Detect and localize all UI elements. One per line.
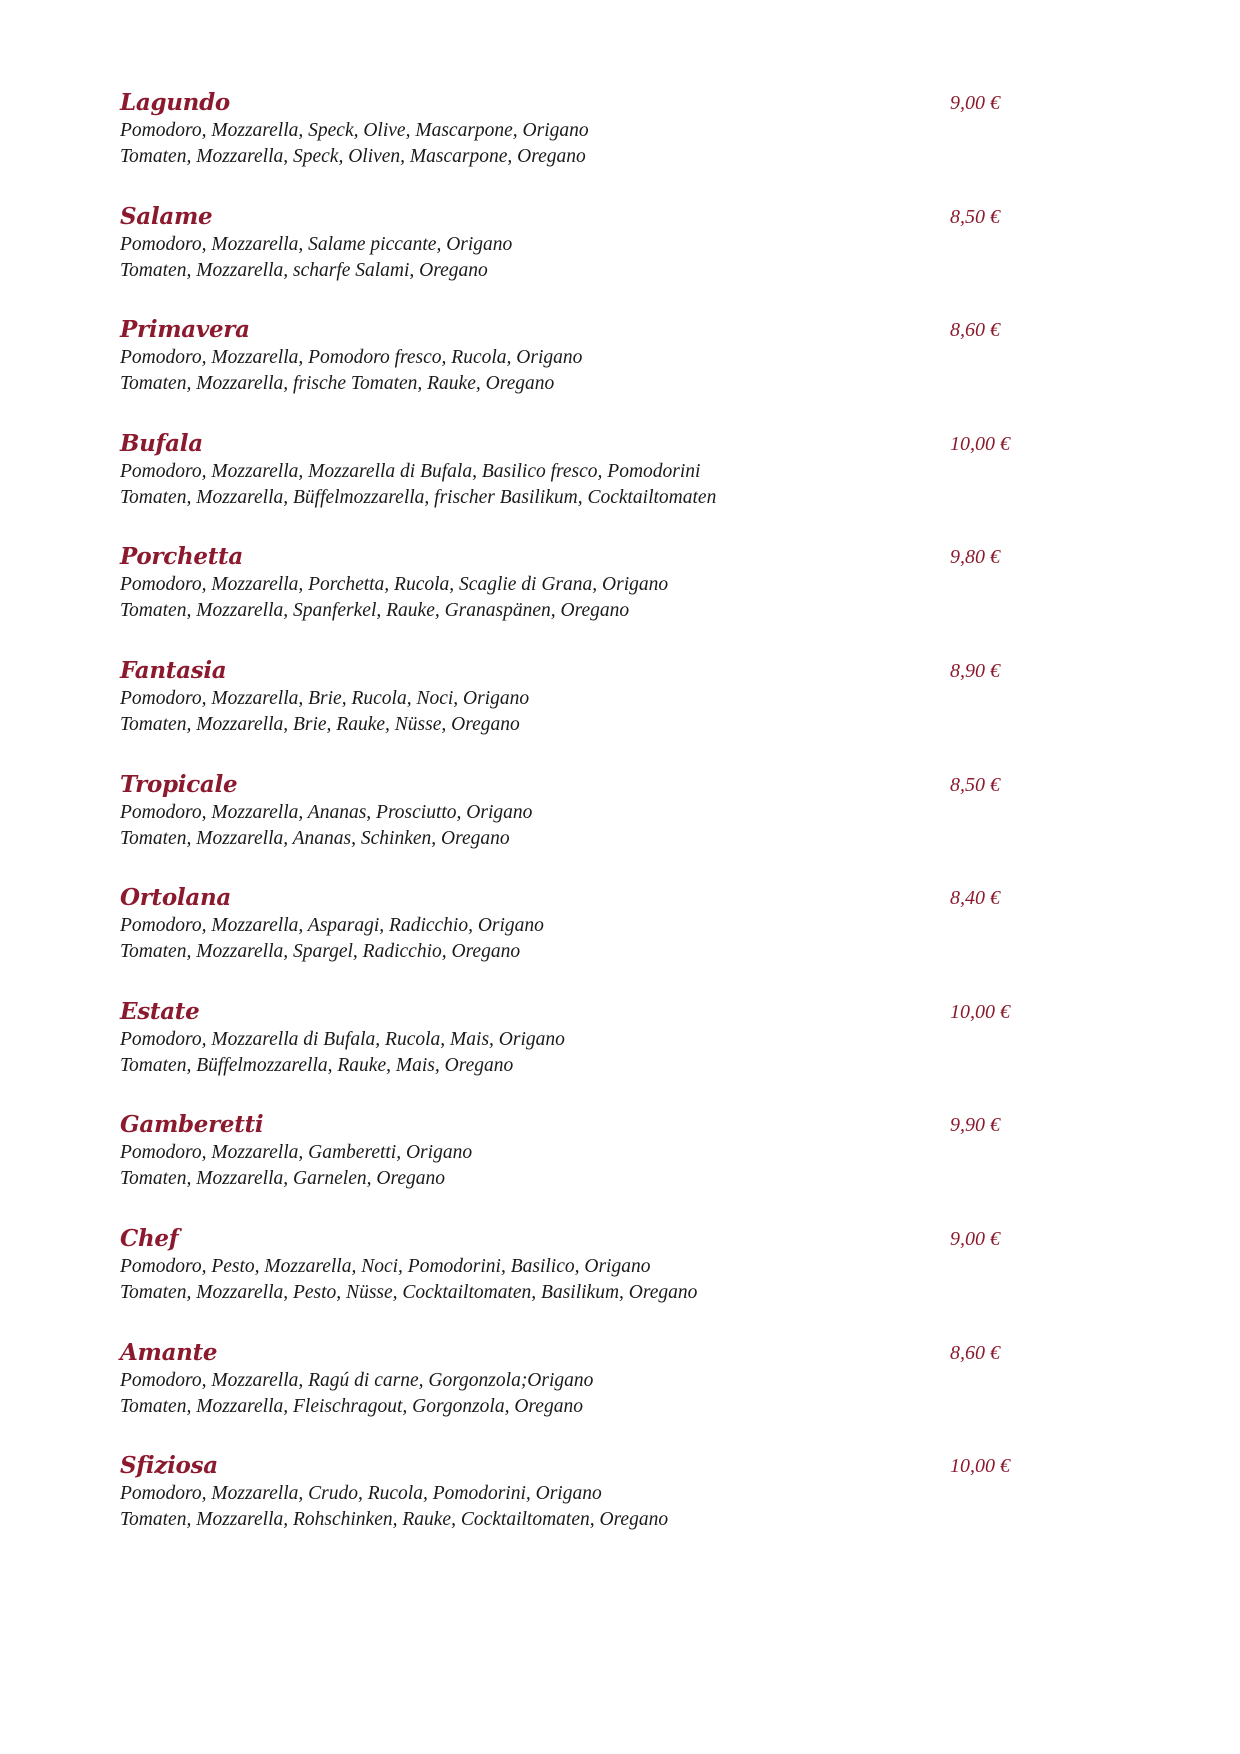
menu-item (120, 656, 1080, 770)
item-name: Salame (120, 202, 213, 230)
item-price: 9,00 € (950, 1227, 1000, 1250)
menu-item (120, 88, 1080, 202)
menu-item (120, 315, 1080, 429)
item-name: Lagundo (120, 89, 230, 116)
item-ingredients-german: Tomaten, Mozzarella, Büffelmozzarella, frischer Basilikum, Cocktailtomaten (120, 486, 717, 508)
item-price: 8,50 € (950, 205, 1000, 228)
item-price: 10,00 € (950, 432, 1010, 455)
item-name: Amante (120, 1338, 218, 1366)
item-name: Tropicale (120, 770, 238, 798)
item-ingredients-italian: Pomodoro, Mozzarella, Crudo, Rucola, Pomodorini, Origano (120, 1483, 602, 1505)
item-ingredients-german: Tomaten, Büffelmozzarella, Rauke, Mais, Oregano (120, 1054, 514, 1076)
item-name: Fantasia (120, 656, 227, 684)
item-name: Sfiziosa (120, 1452, 218, 1480)
menu-item (120, 1224, 1080, 1338)
item-price: 8,40 € (950, 887, 1000, 910)
menu-item (120, 1451, 1080, 1565)
item-ingredients-italian: Pomodoro, Mozzarella, Pomodoro fresco, Rucola, Origano (120, 347, 583, 369)
item-ingredients-german: Tomaten, Mozzarella, Garnelen, Oregano (120, 1168, 445, 1190)
menu-item (120, 997, 1080, 1111)
item-price: 10,00 € (950, 1455, 1010, 1478)
item-ingredients-italian: Pomodoro, Mozzarella, Mozzarella di Bufala, Basilico fresco, Pomodorini (120, 460, 701, 482)
item-name: Porchetta (120, 543, 243, 571)
item-ingredients-italian: Pomodoro, Mozzarella, Brie, Rucola, Noci, Origano (120, 687, 530, 709)
item-name: Bufala (120, 429, 203, 457)
item-price: 8,60 € (950, 1341, 1000, 1364)
item-price: 8,50 € (950, 773, 1000, 796)
item-ingredients-german: Tomaten, Mozzarella, Fleischragout, Gorgonzola, Oregano (120, 1395, 583, 1417)
menu-item (120, 1110, 1080, 1224)
item-ingredients-italian: Pomodoro, Mozzarella, Ananas, Prosciutto, Origano (120, 801, 533, 823)
item-name: Chef (120, 1224, 179, 1252)
menu-item (120, 1338, 1080, 1452)
item-ingredients-german: Tomaten, Mozzarella, frische Tomaten, Rauke, Oregano (120, 373, 555, 395)
item-name: Gamberetti (120, 1111, 264, 1139)
item-price: 8,60 € (950, 319, 1000, 342)
item-price: 10,00 € (950, 1000, 1010, 1023)
item-price: 9,00 € (950, 92, 1000, 114)
item-ingredients-german: Tomaten, Mozzarella, Rohschinken, Rauke, Cocktailtomaten, Oregano (120, 1509, 669, 1531)
item-ingredients-italian: Pomodoro, Pesto, Mozzarella, Noci, Pomodorini, Basilico, Origano (120, 1255, 651, 1277)
item-ingredients-german: Tomaten, Mozzarella, Spargel, Radicchio, Oregano (120, 941, 521, 963)
item-price: 9,80 € (950, 546, 1000, 569)
menu-item (120, 883, 1080, 997)
item-ingredients-german: Tomaten, Mozzarella, scharfe Salami, Oregano (120, 259, 488, 281)
item-ingredients-german: Tomaten, Mozzarella, Pesto, Nüsse, Cocktailtomaten, Basilikum, Oregano (120, 1281, 698, 1303)
item-ingredients-german: Tomaten, Mozzarella, Spanferkel, Rauke, Granaspänen, Oregano (120, 600, 630, 622)
pizza-menu (120, 88, 1080, 1565)
item-name: Estate (120, 997, 200, 1025)
item-name: Ortolana (120, 884, 231, 912)
item-ingredients-italian: Pomodoro, Mozzarella, Gamberetti, Origano (120, 1142, 473, 1164)
menu-item (120, 429, 1080, 543)
menu-item (120, 770, 1080, 884)
item-ingredients-italian: Pomodoro, Mozzarella, Porchetta, Rucola, Scaglie di Grana, Origano (120, 574, 669, 596)
item-price: 9,90 € (950, 1114, 1000, 1137)
item-ingredients-italian: Pomodoro, Mozzarella di Bufala, Rucola, Mais, Origano (120, 1028, 565, 1050)
item-ingredients-italian: Pomodoro, Mozzarella, Ragú di carne, Gorgonzola;Origano (120, 1369, 594, 1391)
item-ingredients-german: Tomaten, Mozzarella, Ananas, Schinken, Oregano (120, 827, 510, 849)
item-ingredients-italian: Pomodoro, Mozzarella, Asparagi, Radicchio, Origano (120, 915, 544, 937)
item-ingredients-italian: Pomodoro, Mozzarella, Salame piccante, Origano (120, 233, 513, 255)
item-price: 8,90 € (950, 659, 1000, 682)
item-ingredients-german: Tomaten, Mozzarella, Speck, Oliven, Mascarpone, Oregano (120, 146, 586, 167)
item-name: Primavera (120, 316, 250, 344)
item-ingredients-italian: Pomodoro, Mozzarella, Speck, Olive, Mascarpone, Origano (120, 120, 589, 141)
menu-item (120, 542, 1080, 656)
item-ingredients-german: Tomaten, Mozzarella, Brie, Rauke, Nüsse, Oregano (120, 713, 520, 735)
menu-item (120, 202, 1080, 316)
